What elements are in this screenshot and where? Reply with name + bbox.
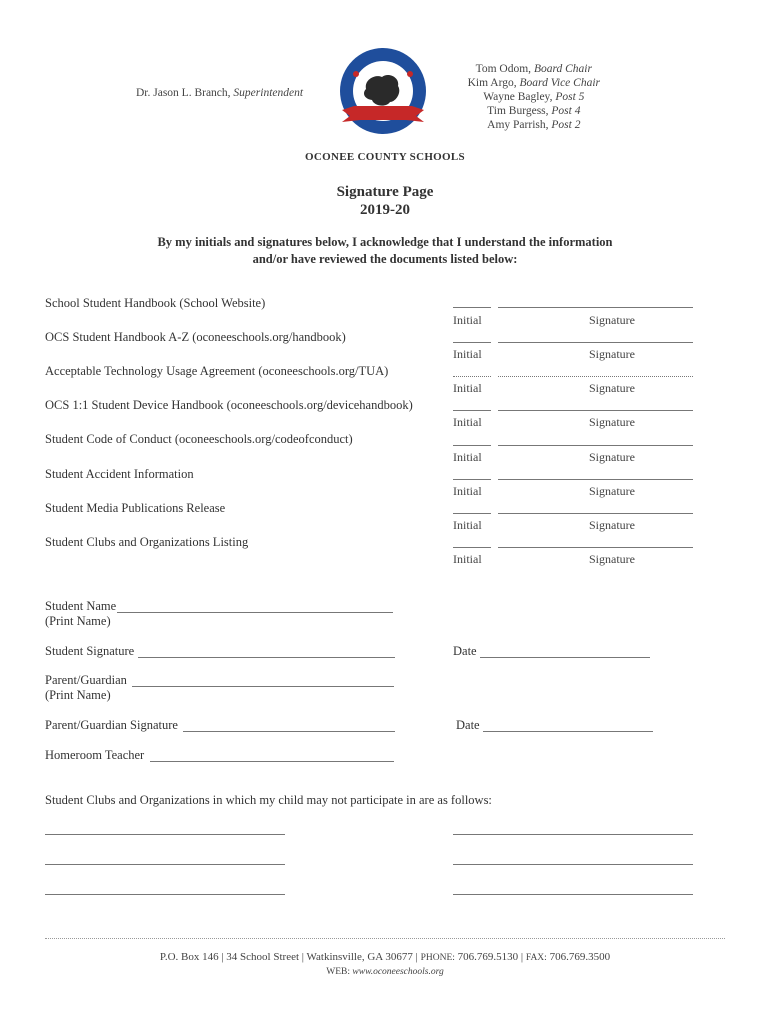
initial-label: Initial xyxy=(453,313,482,327)
signature-label: Signature xyxy=(589,313,635,327)
initial-label: Initial xyxy=(453,484,482,498)
initial-label: Initial xyxy=(453,415,482,429)
superintendent-title: Superintendent xyxy=(233,87,304,99)
initial-label: Initial xyxy=(453,347,482,361)
club-entry-field[interactable] xyxy=(453,834,693,835)
student-date-label: Date xyxy=(453,644,477,658)
student-signature-label: Student Signature xyxy=(45,644,135,658)
parent-date-field[interactable] xyxy=(483,731,653,732)
signature-label: Signature xyxy=(589,484,635,498)
club-entry-field[interactable] xyxy=(45,834,285,835)
district-logo xyxy=(336,44,430,138)
signature-field[interactable] xyxy=(498,342,693,343)
acknowledgement-statement: By my initials and signatures below, I acknowledge that I understand the information and/or have reviewed the documents listed below: xyxy=(157,235,613,266)
superintendent-line xyxy=(136,87,303,99)
parent-print-name-label: (Print Name) xyxy=(45,688,111,702)
signature-label: Signature xyxy=(589,347,635,361)
student-date-field[interactable] xyxy=(480,657,650,658)
footer-web: WEB: www.oconeeschools.org xyxy=(326,967,444,977)
student-signature-field[interactable] xyxy=(138,657,395,658)
initial-field[interactable] xyxy=(453,479,491,480)
document-item: Student Media Publications Release xyxy=(45,501,226,515)
student-name-label: Student Name xyxy=(45,599,117,613)
page-title-main: Signature Page xyxy=(336,184,434,200)
board-member: Tim Burgess, Post 4 xyxy=(487,105,581,117)
document-item: Student Clubs and Organizations Listing xyxy=(45,535,249,549)
board-member: Wayne Bagley, Post 5 xyxy=(483,91,585,103)
initial-field[interactable] xyxy=(453,342,491,343)
homeroom-teacher-label: Homeroom Teacher xyxy=(45,748,145,762)
board-members xyxy=(468,62,600,132)
signature-label: Signature xyxy=(589,381,635,395)
document-item: OCS 1:1 Student Device Handbook (oconeeschools.org/devicehandbook) xyxy=(45,398,413,412)
superintendent-name: Dr. Jason L. Branch, xyxy=(136,87,231,99)
parent-signature-field[interactable] xyxy=(183,731,395,732)
board-member: Tom Odom, Board Chair xyxy=(475,63,592,75)
signature-field[interactable] xyxy=(498,547,693,548)
initial-field[interactable] xyxy=(453,513,491,514)
signature-field[interactable] xyxy=(498,479,693,480)
signature-label: Signature xyxy=(589,415,635,429)
document-item: Student Code of Conduct (oconeeschools.org/codeofconduct) xyxy=(45,432,353,446)
signature-field[interactable] xyxy=(498,410,693,411)
signature-field[interactable] xyxy=(498,445,693,446)
logo-star-left xyxy=(353,71,359,77)
signature-field[interactable] xyxy=(498,307,693,308)
initial-label: Initial xyxy=(453,381,482,395)
document-item: OCS Student Handbook A-Z (oconeeschools.org/handbook) xyxy=(45,330,346,344)
document-item: Acceptable Technology Usage Agreement (oconeeschools.org/TUA) xyxy=(45,364,389,378)
clubs-prompt: Student Clubs and Organizations in which my child may not participate in are as follows: xyxy=(45,793,492,807)
club-entry-field[interactable] xyxy=(453,894,693,895)
initial-field[interactable] xyxy=(453,410,491,411)
board-member: Kim Argo, Board Vice Chair xyxy=(467,77,600,89)
initial-field[interactable] xyxy=(453,376,491,377)
parent-signature-label: Parent/Guardian Signature xyxy=(45,718,178,732)
signature-field[interactable] xyxy=(498,376,693,377)
initial-field[interactable] xyxy=(453,547,491,548)
homeroom-teacher-field[interactable] xyxy=(150,761,394,762)
student-name-field[interactable] xyxy=(117,612,393,613)
parent-guardian-label: Parent/Guardian xyxy=(45,673,127,687)
initial-label: Initial xyxy=(453,552,482,566)
initial-field[interactable] xyxy=(453,445,491,446)
district-name: OCONEE COUNTY SCHOOLS xyxy=(305,151,465,163)
parent-name-field[interactable] xyxy=(132,686,394,687)
footer-address: P.O. Box 146 | 34 School Street | Watkinsville, GA 30677 | PHONE: 706.769.5130 | FAX: 706.769.3500 xyxy=(159,951,611,963)
board-member: Amy Parrish, Post 2 xyxy=(487,119,581,131)
initial-label: Initial xyxy=(453,450,482,464)
signature-label: Signature xyxy=(589,450,635,464)
club-entry-field[interactable] xyxy=(45,864,285,865)
document-item: School Student Handbook (School Website) xyxy=(45,296,266,310)
logo-star-right xyxy=(407,71,413,77)
parent-date-label: Date xyxy=(456,718,480,732)
page-title xyxy=(0,183,770,219)
student-print-name-label: (Print Name) xyxy=(45,614,111,628)
document-item: Student Accident Information xyxy=(45,467,194,481)
district-logo-seal xyxy=(336,44,430,138)
footer-divider xyxy=(45,938,725,939)
initial-label: Initial xyxy=(453,518,482,532)
club-entry-field[interactable] xyxy=(453,864,693,865)
club-entry-field[interactable] xyxy=(45,894,285,895)
signature-label: Signature xyxy=(589,518,635,532)
page-title-year: 2019-20 xyxy=(360,202,410,218)
initial-field[interactable] xyxy=(453,307,491,308)
website-link[interactable]: www.oconeeschools.org xyxy=(352,967,444,977)
signature-label: Signature xyxy=(589,552,635,566)
logo-ribbon xyxy=(342,106,424,122)
signature-field[interactable] xyxy=(498,513,693,514)
